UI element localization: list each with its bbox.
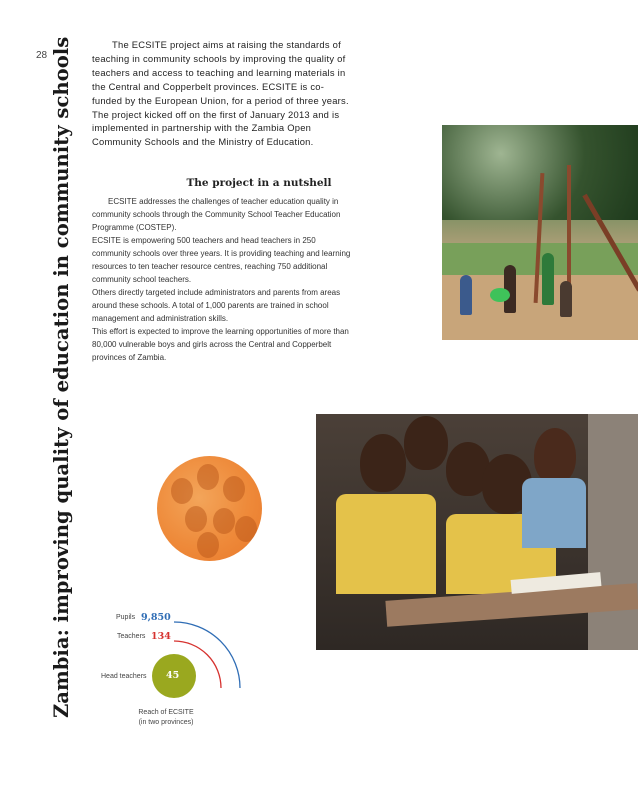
section-title: Zambia: improving quality of education in community schools bbox=[50, 36, 73, 718]
reach-caption-line2: (in two provinces) bbox=[138, 719, 194, 726]
page-number: 28 bbox=[36, 50, 48, 61]
reach-label-pupils: Pupils bbox=[116, 614, 136, 621]
reach-label-head-teachers: Head teachers bbox=[101, 673, 147, 680]
nutshell-paragraph-2: ECSITE is empowering 500 teachers and head teachers in 250 community schools over three years. It is providing teaching and learning resources to ten teacher resource centres, reaching 750 additional community school teachers. bbox=[92, 236, 351, 284]
reach-label-teachers: Teachers bbox=[117, 633, 146, 640]
reach-caption bbox=[126, 708, 206, 728]
reach-value-head-teachers: 45 bbox=[166, 670, 180, 681]
intro-paragraph: The ECSITE project aims at raising the standards of teaching in community schools by improving the quality of teachers and access to teaching and learning materials in the Central and Copperbelt provinces. ECSITE is co-funded by the European Union, for a period of three years. The project kicked off on the first of January 2013 and is implemented in partnership with the Zambia Open Community Schools and the Ministry of Education. bbox=[92, 39, 349, 148]
nutshell-paragraph-1: ECSITE addresses the challenges of teacher education quality in community schools through the Community School Teacher Education Programme (COSTEP). bbox=[92, 197, 341, 232]
reach-value-teachers: 134 bbox=[151, 631, 171, 642]
reach-caption-line1: Reach of ECSITE bbox=[138, 709, 194, 716]
nutshell-paragraph-4: This effort is expected to improve the learning opportunities of more than 80,000 vulnerable boys and girls across the Central and Copperbelt provinces of Zambia. bbox=[92, 327, 349, 362]
nutshell-heading: The project in a nutshell bbox=[186, 177, 332, 189]
reach-value-pupils: 9,850 bbox=[141, 612, 171, 623]
nutshell-paragraph-3: Others directly targeted include administrators and parents from areas around these schools. A total of 1,000 parents are trained in school management and administration skills. bbox=[92, 288, 341, 323]
